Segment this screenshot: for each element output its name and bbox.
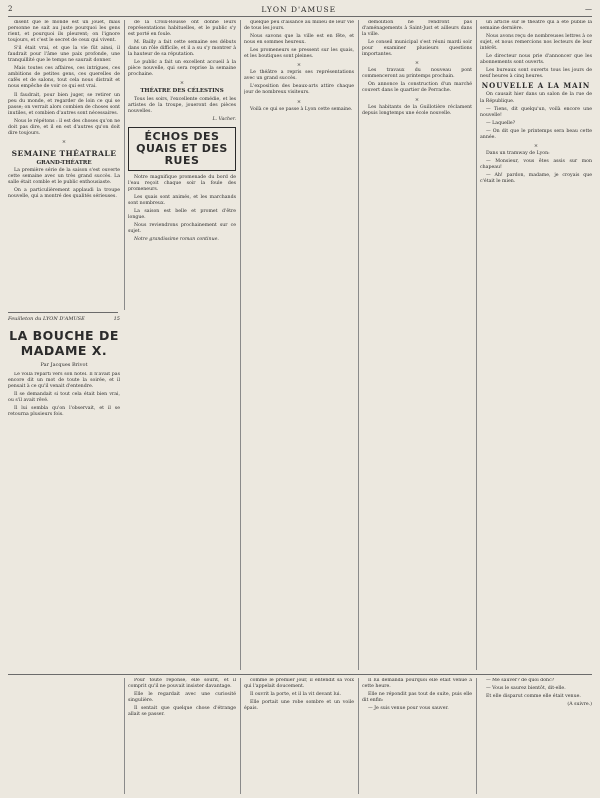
feuilleton-paragraph: Il sentait que quelque chose d'étrange allait se passer. [128, 706, 236, 718]
feuilleton-paragraph: Il lui sembla qu'on l'observait, et il se retourna plusieurs fois. [8, 406, 120, 418]
semaine-paragraph: La première série de la saison s'est ouverte cette semaine avec un très grand succès. La salle était comble et le public enthousiaste. [8, 167, 120, 186]
feuilleton-label-text: Feuilleton du LYON D'AMUSE [8, 316, 85, 322]
header-rule [8, 16, 592, 17]
feuilleton-paragraph: Elle le regardait avec une curiosité singulière. [128, 692, 236, 704]
feuilleton-number: 15 [113, 316, 120, 322]
col4-paragraph: On annonce la construction d'un marché couvert dans le quartier de Perrache. [362, 82, 472, 94]
nouvelle-paragraph: — On dit que le printemps sera beau cette année. [480, 128, 592, 140]
col5-paragraph: Le directeur nous prie d'annoncer que les abonnements sont ouverts. [480, 54, 592, 66]
feuilleton-title: LA BOUCHE DE MADAME X. [9, 328, 119, 358]
column-5 [480, 20, 592, 670]
col1-paragraph: Il faudrait, pour bien juger, se retirer un peu du monde, et regarder de loin ce qui se passe; on verrait alors combien de choses sont inutiles, et combien d'autres sont nécessaires. [8, 92, 120, 116]
column-4 [362, 20, 472, 670]
feuilleton-a-suivre: (A suivre.) [567, 702, 592, 708]
col2-paragraph: de la Croix-Rousse ont donné leurs représentations habituelles, et le public s'y est porté en foule. [128, 20, 236, 38]
col3-paragraph: Voilà ce qui se passe à Lyon cette semaine. [250, 106, 353, 112]
column-separator [476, 678, 477, 794]
col3-paragraph: L'exposition des beaux-arts attire chaque jour de nombreux visiteurs. [244, 84, 354, 96]
separator-cross: × [414, 96, 420, 103]
separator-cross: × [179, 80, 185, 87]
nouvelle-title: NOUVELLE A LA MAIN [481, 81, 591, 91]
celestins-text: Tous les soirs, l'excellente comédie, et les artistes de la troupe, joueront des pièces nouvelles. [128, 96, 236, 114]
nouvelle-paragraph: On causait hier dans un salon de la rue de la République. [480, 92, 592, 104]
column-3 [244, 20, 354, 670]
feuilleton-paragraph: Pour toute réponse, elle sourit, et il comprit qu'il ne pouvait insister davantage. [128, 678, 236, 690]
col3-paragraph: Les promeneurs se pressent sur les quais, et les boutiques sont pleines. [244, 48, 354, 60]
nouvelle-paragraph: — Laquelle? [486, 120, 516, 126]
nouvelle-paragraph: — Ah! pardon, madame, je croyais que c'était le mien. [480, 172, 592, 185]
grand-theatre-subtitle: GRAND-THÉATRE [36, 159, 92, 166]
col3-paragraph: Le théâtre a repris ses représentations avec un grand succès. [244, 70, 354, 82]
feuilleton-paragraph: Et elle disparut comme elle était venue. [486, 694, 581, 700]
col1-paragraph: S'il était vrai, et que la vie fût ainsi, il faudrait pour l'âme une paix profonde, une tranquillité que le temps ne saurait donner. [8, 46, 120, 64]
echos-paragraph: Les quais sont animés, et les marchands sont nombreux. [128, 194, 236, 206]
feuilleton-paragraph: Il lui demanda pourquoi elle était venue à cette heure. [362, 678, 472, 690]
col4-paragraph: Les travaux du nouveau pont commenceront au printemps prochain. [362, 68, 472, 80]
col1-paragraph: Mais toutes ces affaires, ces intrigues, ces ambitions de petites gens, ces querelles de cafés et de salons, tout cela nous distrait et nous empêche de voir ce qui est vrai. [8, 66, 120, 90]
col5-paragraph: Nous avons reçu de nombreuses lettres à ce sujet, et nous remercions nos lecteurs de leur intérêt. [480, 34, 592, 52]
journal-title: LYON D'AMUSE [261, 4, 337, 14]
feuilleton-paragraph: — Me sauver? de quoi donc? [486, 678, 555, 683]
separator-cross: × [533, 142, 539, 149]
celestins-title: THÉATRE DES CÉLESTINS [140, 88, 224, 95]
nouvelle-paragraph: — Tiens, dit quelqu'un, voilà encore une nouvelle! [480, 106, 592, 118]
separator-cross: × [296, 62, 302, 69]
feuilleton-label [8, 316, 120, 322]
semaine-paragraph: On a particulièrement applaudi la troupe nouvelle, qui a montré des qualités sérieuses. [8, 188, 120, 200]
feuilleton-paragraph: — Vous le saurez bientôt, dit-elle. [486, 686, 566, 692]
feuilleton-column-1 [8, 372, 120, 672]
col4-paragraph: Le conseil municipal s'est réuni mardi soir pour examiner plusieurs questions importantes. [362, 40, 472, 58]
col5-paragraph: Les bureaux sont ouverts tous les jours de neuf heures à cinq heures. [480, 68, 592, 80]
feuilleton-author: Par Jacques Brivot [40, 362, 88, 368]
col4-paragraph: Les habitants de la Guillotière réclament depuis longtemps une école nouvelle. [362, 104, 472, 116]
column-separator [476, 20, 477, 670]
feuilleton-paragraph: Le voilà reparti vers son hôtel. Il n'avait pas encore dit un mot de toute la soirée, et il pensait à ce qu'il venait d'entendre. [8, 372, 120, 390]
feuilleton-column-2 [128, 678, 236, 794]
col2-paragraph: Le public a fait un excellent accueil à la pièce nouvelle, qui sera reprise la semaine prochaine. [128, 60, 236, 78]
semaine-theatrale-title: SEMAINE THÉATRALE [11, 148, 117, 158]
echos-paragraph: Nous reviendrons prochainement sur ce sujet. [128, 223, 236, 235]
feuilleton-paragraph: Il se demandait si tout cela était bien vrai, ou s'il avait rêvé. [8, 392, 120, 404]
page-header [8, 2, 592, 16]
col3-paragraph: quelque peu d'aisance au milieu de leur vie de tous les jours. [244, 20, 354, 32]
separator-cross: × [61, 138, 67, 145]
page-number: 2 [8, 5, 13, 13]
feuilleton-column-5 [480, 678, 592, 794]
feuilleton-paragraph: — Je suis venue pour vous sauver. [368, 706, 449, 712]
column-separator [358, 20, 359, 670]
feuilleton-intro: Notre grandissime roman continue. [134, 237, 219, 243]
header-right-mark: — [585, 5, 592, 13]
feuilleton-paragraph: Elle portait une robe sombre et un voile épais. [244, 700, 354, 712]
feuilleton-column-4 [362, 678, 472, 794]
col3-paragraph: Nous savons que la ville est en fête, et nous en sommes heureux. [244, 34, 354, 46]
feuilleton-bottom-rule [8, 674, 592, 675]
col5-paragraph: un article sur le théâtre qui a été publié la semaine dernière. [480, 20, 592, 32]
column-separator [124, 678, 125, 794]
feuilleton-rule [8, 312, 118, 313]
feuilleton-paragraph: Il ouvrit la porte, et il la vit devant lui. [250, 692, 341, 698]
echos-title: ÉCHOS DES QUAIS ET DES RUES [136, 129, 228, 167]
col1-paragraph: disent que le monde est un jouet, mais personne ne sait au juste pourquoi les gens rient, et pourquoi ils pleurent; on l'ignore toujours, et c'est le secret de ceux qui vivent. [8, 20, 120, 44]
echos-paragraph: La saison est belle et promet d'être longue. [128, 208, 236, 220]
column-separator [124, 20, 125, 310]
feuilleton-column-3 [244, 678, 354, 794]
column-separator [358, 678, 359, 794]
col2-paragraph: M. Bailly a fait cette semaine ses débuts dans un rôle difficile, et il a su s'y montrer à la hauteur de sa réputation. [128, 40, 236, 58]
column-separator [240, 20, 241, 670]
review-signature: L. Vacher. [212, 116, 236, 122]
echos-title-box [128, 127, 236, 171]
echos-paragraph: Notre magnifique promenade du bord de l'eau reçoit chaque soir la foule des promeneurs. [128, 174, 236, 192]
feuilleton-paragraph: comme le premier jour, il entendit sa voix qui l'appelait doucement. [244, 678, 354, 690]
column-separator [240, 678, 241, 794]
nouvelle-paragraph: Dans un tramway de Lyon: [486, 150, 550, 156]
separator-cross: × [296, 98, 302, 105]
feuilleton-paragraph: Elle ne répondit pas tout de suite, puis elle dit enfin: [362, 692, 472, 704]
col4-paragraph: démolition ne rendront pas d'aménagements à Saint-Just et ailleurs dans la ville. [362, 20, 472, 38]
column-2 [128, 20, 236, 670]
col1-paragraph: Nous le répétons : il est des choses qu'on ne doit pas dire, et il en est d'autres qu'on doit dire toujours. [8, 118, 120, 136]
column-1 [8, 20, 120, 310]
separator-cross: × [414, 60, 420, 67]
nouvelle-paragraph: — Monsieur, vous êtes assis sur mon chapeau! [480, 158, 592, 170]
